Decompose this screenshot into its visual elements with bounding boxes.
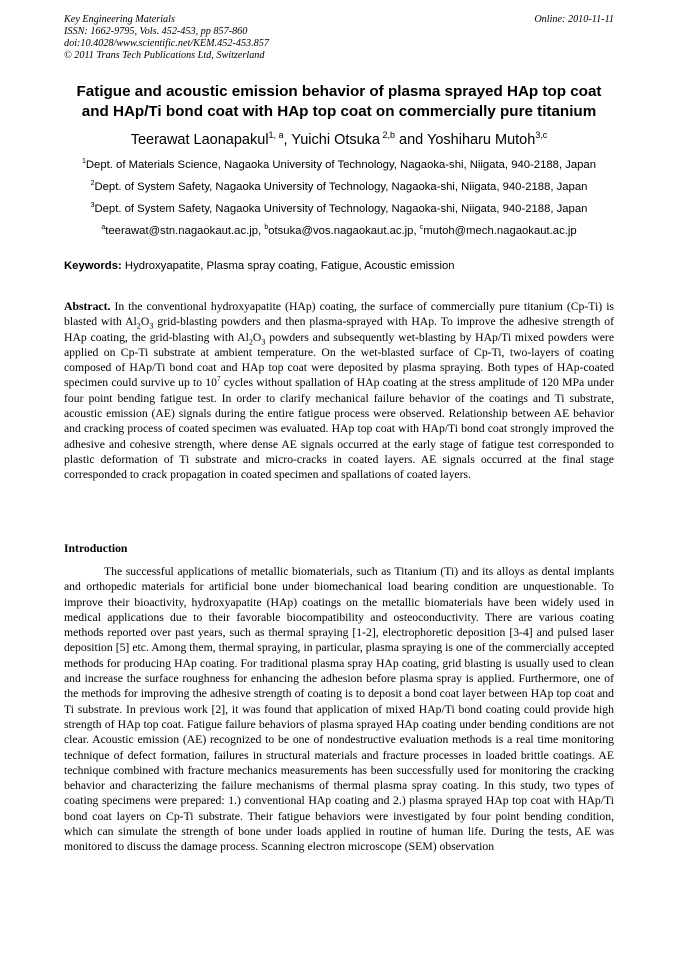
email-address: otsuka@vos.nagaokaut.ac.jp — [268, 225, 414, 237]
author-separator: , — [283, 132, 288, 148]
affiliation-mark: 1 — [81, 158, 86, 166]
section-heading: Introduction — [64, 542, 128, 555]
author-name: Yuichi Otsuka — [287, 132, 381, 148]
copyright-line: © 2011 Trans Tech Publications Ltd, Switzerland — [64, 50, 265, 61]
email-address: mutoh@mech.nagaokaut.ac.jp — [423, 225, 577, 237]
author-name: Yoshiharu Mutoh — [427, 132, 536, 148]
abstract — [64, 299, 614, 483]
keywords-label: Keywords: — [64, 260, 122, 272]
title-line-1: Fatigue and acoustic emission behavior of plasma sprayed HAp top coat — [76, 83, 602, 100]
abstract-text: grid-blasting powders and then plasma-sprayed with HAp. To improve the adhesive strength of HAp coating, the grid-blasting with Al — [64, 315, 614, 344]
affiliation-text: Dept. of Materials Science, Nagaoka University of Technology, Nagaoka-shi, Niigata, 940-2188, Japan — [85, 159, 596, 171]
affiliation-mark: 2 — [90, 180, 95, 188]
subscript: 2 — [136, 321, 141, 331]
abstract-text: cycles without spallation of HAp coating at the stress amplitude of 120 MPa under four point bending fatigue test. In order to clarify mechanical failure behavior of the coatings and Ti substrate, acoustic emission (AE) signals during the entire fatigue process were observed. Relationship between AE behavior and cracking process of coated specimen was evaluated. HAp top coat with HAp/Ti bond coat strongly improved the adhesive and cohesive strength, where dense AE signals occurred at the early stage of fatigue test corresponded to plastic deformation of Ti substrate and micro-cracks in coated layers. AE signals occurred at the final stage corresponded to crack propagation in coated specimen and spallations of coated layers. — [64, 376, 614, 482]
author-list — [20, 131, 658, 149]
email-separator: , — [413, 225, 420, 237]
author-affiliation-mark: 1, a — [268, 130, 284, 141]
paper-title — [40, 82, 638, 122]
email-address: teerawat@stn.nagaokaut.ac.jp — [105, 225, 259, 237]
affiliation — [20, 202, 658, 216]
subscript: 2 — [248, 336, 253, 346]
affiliation — [20, 158, 658, 172]
issn-line: ISSN: 1662-9795, Vols. 452-453, pp 857-860 — [64, 26, 248, 37]
email-mark: b — [264, 224, 269, 232]
email-mark: c — [419, 224, 424, 232]
author-conjunction: and — [395, 132, 428, 148]
email-list — [20, 224, 658, 238]
title-line-2: and HAp/Ti bond coat with HAp top coat on commercially pure titanium — [81, 103, 597, 120]
author-name: Teerawat Laonapakul — [130, 132, 269, 148]
online-date: Online: 2010-11-11 — [534, 14, 614, 25]
introduction-body: The successful applications of metallic biomaterials, such as Titanium (Ti) and its alloys as dental implants and orthopedic materials for artificial bone under biomechanical load bearing condition are unquestionable. To improve their bioactivity, hydroxyapatite (HAp) coatings on the metallic biomaterials have been widely used in medical applications due to their favorable biocompatibility and osteoconductivity. There are various coating methods reported over past years, such as thermal spraying [1-2], electrophoretic deposition [3-4] and pulsed laser deposition [5] etc. Among them, thermal spraying, in particular, plasma spraying is one of the commercially accepted methods for producing HAp coating. For traditional plasma spray HAp coating, grid blasting is usually used to clean and increase the surface roughness for enhancing the adhesion before plasma spray is applied. Furthermore, one of the methods for improving the adhesive strength of coating is to deposit a bond coat layer between HAp top coat and Ti substrate. In previous work [2], it was found that application of mixed HAp/Ti bond coating could provide high strength of HAp top coat. Fatigue failure behaviors of plasma sprayed HAp coating under bending conditions are not clear. Acoustic emission (AE) recognized to be one of nondestructive evaluation methods is a real time monitoring technique of defect formation, failures in structural materials and fracture processes in loaded brittle coatings. AE technique combined with fracture mechanics measurements has been successfully used for monitoring the cracking behavior and characterizing the failure mechanisms of thermal plasma spray coating. In this study, two types of coating specimens were prepared: 1.) conventional HAp coating and 2.) plasma sprayed HAp top coat with HAp/Ti bond coat layers on Cp-Ti substrate. Their fatigue behaviors were investigated by four point bending condition, which can simulate the strength of bone under loads applied in routine of human life. During the tests, AE was monitored to discuss the damage process. Scanning electron microscope (SEM) observation — [64, 565, 614, 854]
affiliation-text: Dept. of System Safety, Nagaoka University of Technology, Nagaoka-shi, Niigata, 940-2188, Japan — [94, 203, 588, 215]
running-header — [64, 14, 614, 62]
keywords — [64, 259, 614, 273]
superscript: 7 — [216, 375, 221, 384]
email-separator: , — [258, 225, 265, 237]
abstract-text: In the conventional hydroxyapatite (HAp) coating, the surface of commercially pure titanium (Cp-Ti) is blasted with Al — [64, 300, 614, 329]
abstract-text: O — [252, 330, 262, 344]
affiliation-text: Dept. of System Safety, Nagaoka University of Technology, Nagaoka-shi, Niigata, 940-2188, Japan — [94, 181, 588, 193]
keywords-text: Hydroxyapatite, Plasma spray coating, Fatigue, Acoustic emission — [121, 260, 455, 272]
author-affiliation-mark: 3,c — [535, 130, 548, 141]
journal-name: Key Engineering Materials — [64, 14, 175, 25]
affiliation — [20, 180, 658, 194]
doi-line: doi:10.4028/www.scientific.net/KEM.452-453.857 — [64, 38, 269, 49]
abstract-text: O — [140, 315, 150, 329]
author-affiliation-mark: 2,b — [380, 130, 396, 141]
affiliation-mark: 3 — [90, 202, 95, 210]
abstract-label: Abstract. — [64, 300, 111, 313]
abstract-text: powders and subsequently wet-blasting by HAp/Ti mixed powders were applied on Cp-Ti substrate at ambient temperature. On the wet-blasted surface of Cp-Ti, two-layers of coating composed of HAp/Ti bond coat and HAp top coat were deposited by plasma spraying. Both types of HAp-coated specimen could survive up to 10 — [64, 330, 615, 390]
subscript: 3 — [261, 336, 266, 346]
subscript: 3 — [149, 321, 154, 331]
publication-info — [64, 14, 614, 62]
email-mark: a — [101, 224, 106, 232]
